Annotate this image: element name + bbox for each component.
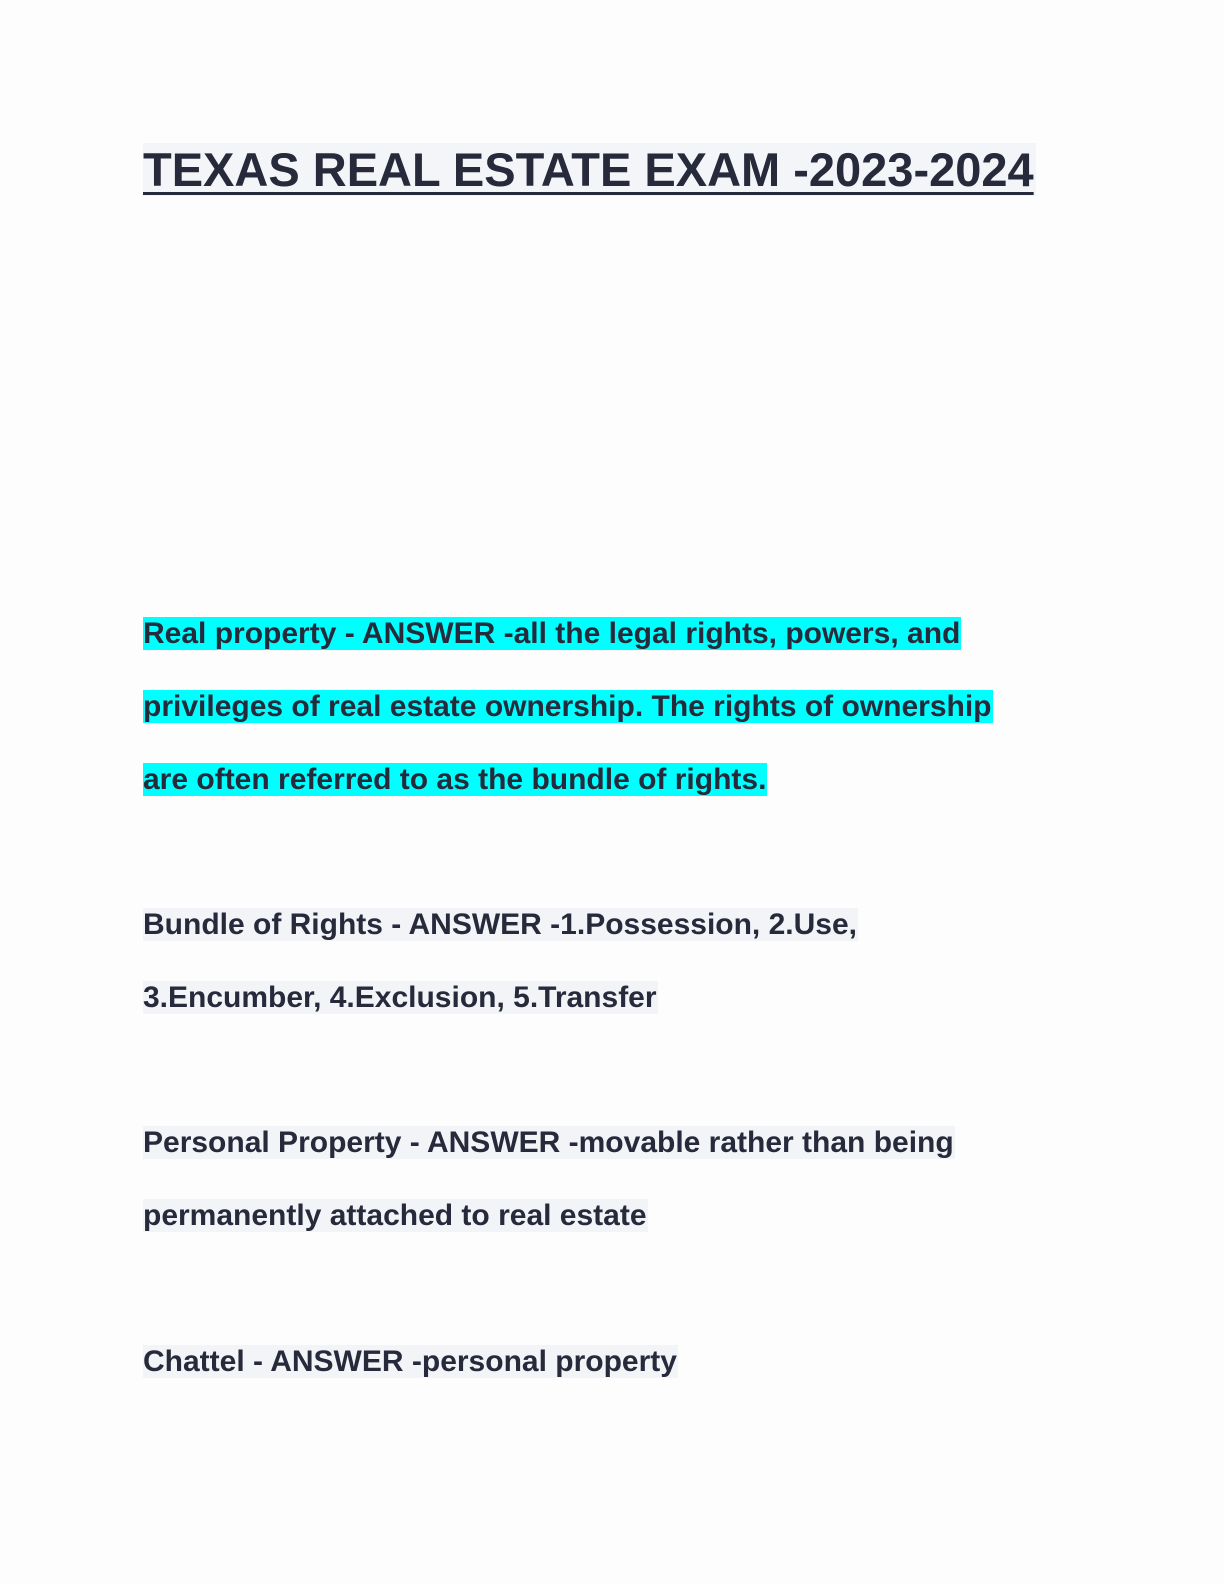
entry-line-text: Personal Property - ANSWER -movable rather than being — [143, 1126, 954, 1159]
entry-line-text: 3.Encumber, 4.Exclusion, 5.Transfer — [143, 981, 657, 1014]
entry-line — [143, 1125, 955, 1161]
entry-line — [143, 1344, 678, 1380]
document-title — [143, 140, 1036, 200]
entry-line-text: are often referred to as the bundle of rights. — [143, 763, 767, 796]
entry-line — [143, 980, 858, 1016]
document-title-text: TEXAS REAL ESTATE EXAM -2023-2024 — [143, 143, 1034, 196]
entry-line — [143, 689, 993, 725]
entry-line-text: permanently attached to real estate — [143, 1199, 647, 1232]
entry-line — [143, 1198, 955, 1234]
entry-personal-property — [143, 1125, 955, 1234]
entry-bundle-of-rights — [143, 907, 858, 1016]
entry-real-property — [143, 616, 993, 798]
entry-line — [143, 616, 993, 652]
entry-line-text: Real property - ANSWER -all the legal rights, powers, and — [143, 617, 961, 650]
entry-line-text: Bundle of Rights - ANSWER -1.Possession, 2.Use, — [143, 908, 857, 941]
entry-line-text: Chattel - ANSWER -personal property — [143, 1345, 677, 1378]
entry-line-text: privileges of real estate ownership. The rights of ownership — [143, 690, 992, 723]
entry-chattel — [143, 1344, 678, 1380]
entry-line — [143, 907, 858, 943]
entry-line — [143, 762, 993, 798]
